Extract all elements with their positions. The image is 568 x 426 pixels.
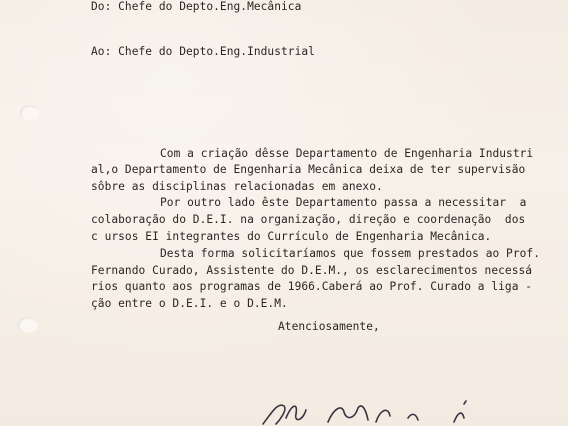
punch-hole-top bbox=[20, 105, 40, 121]
body-line: Desta forma solicitaríamos que fossem prestados ao Prof. bbox=[160, 247, 540, 260]
body-line: Fernando Curado, Assistente do D.E.M., os esclarecimentos necessá bbox=[91, 264, 533, 277]
handwritten-signature bbox=[258, 398, 498, 426]
body-line: sôbre as disciplinas relacionadas em anexo. bbox=[91, 180, 383, 193]
body-line: Por outro lado êste Departamento passa a necessitar a bbox=[160, 196, 527, 209]
body-line: ção entre o D.E.I. e o D.E.M. bbox=[91, 297, 288, 310]
body-line: colaboração do D.E.I. na organização, direção e coordenação dos bbox=[91, 213, 526, 226]
from-line: Do: Chefe do Depto.Eng.Mecânica bbox=[91, 0, 302, 13]
punch-hole-bottom bbox=[18, 317, 38, 333]
body-line: Com a criação dêsse Departamento de Engenharia Industri bbox=[160, 147, 534, 160]
closing-line: Atenciosamente, bbox=[278, 320, 380, 333]
to-line: Ao: Chefe do Depto.Eng.Industrial bbox=[91, 45, 315, 58]
body-line: al,o Departamento de Engenharia Mecânica deixa de ter supervisão bbox=[91, 163, 526, 176]
body-line: rios quanto aos programas de 1966.Caberá ao Prof. Curado a liga - bbox=[91, 280, 533, 293]
body-line: c ursos EI integrantes do Currículo de Engenharia Mecânica. bbox=[91, 230, 492, 243]
